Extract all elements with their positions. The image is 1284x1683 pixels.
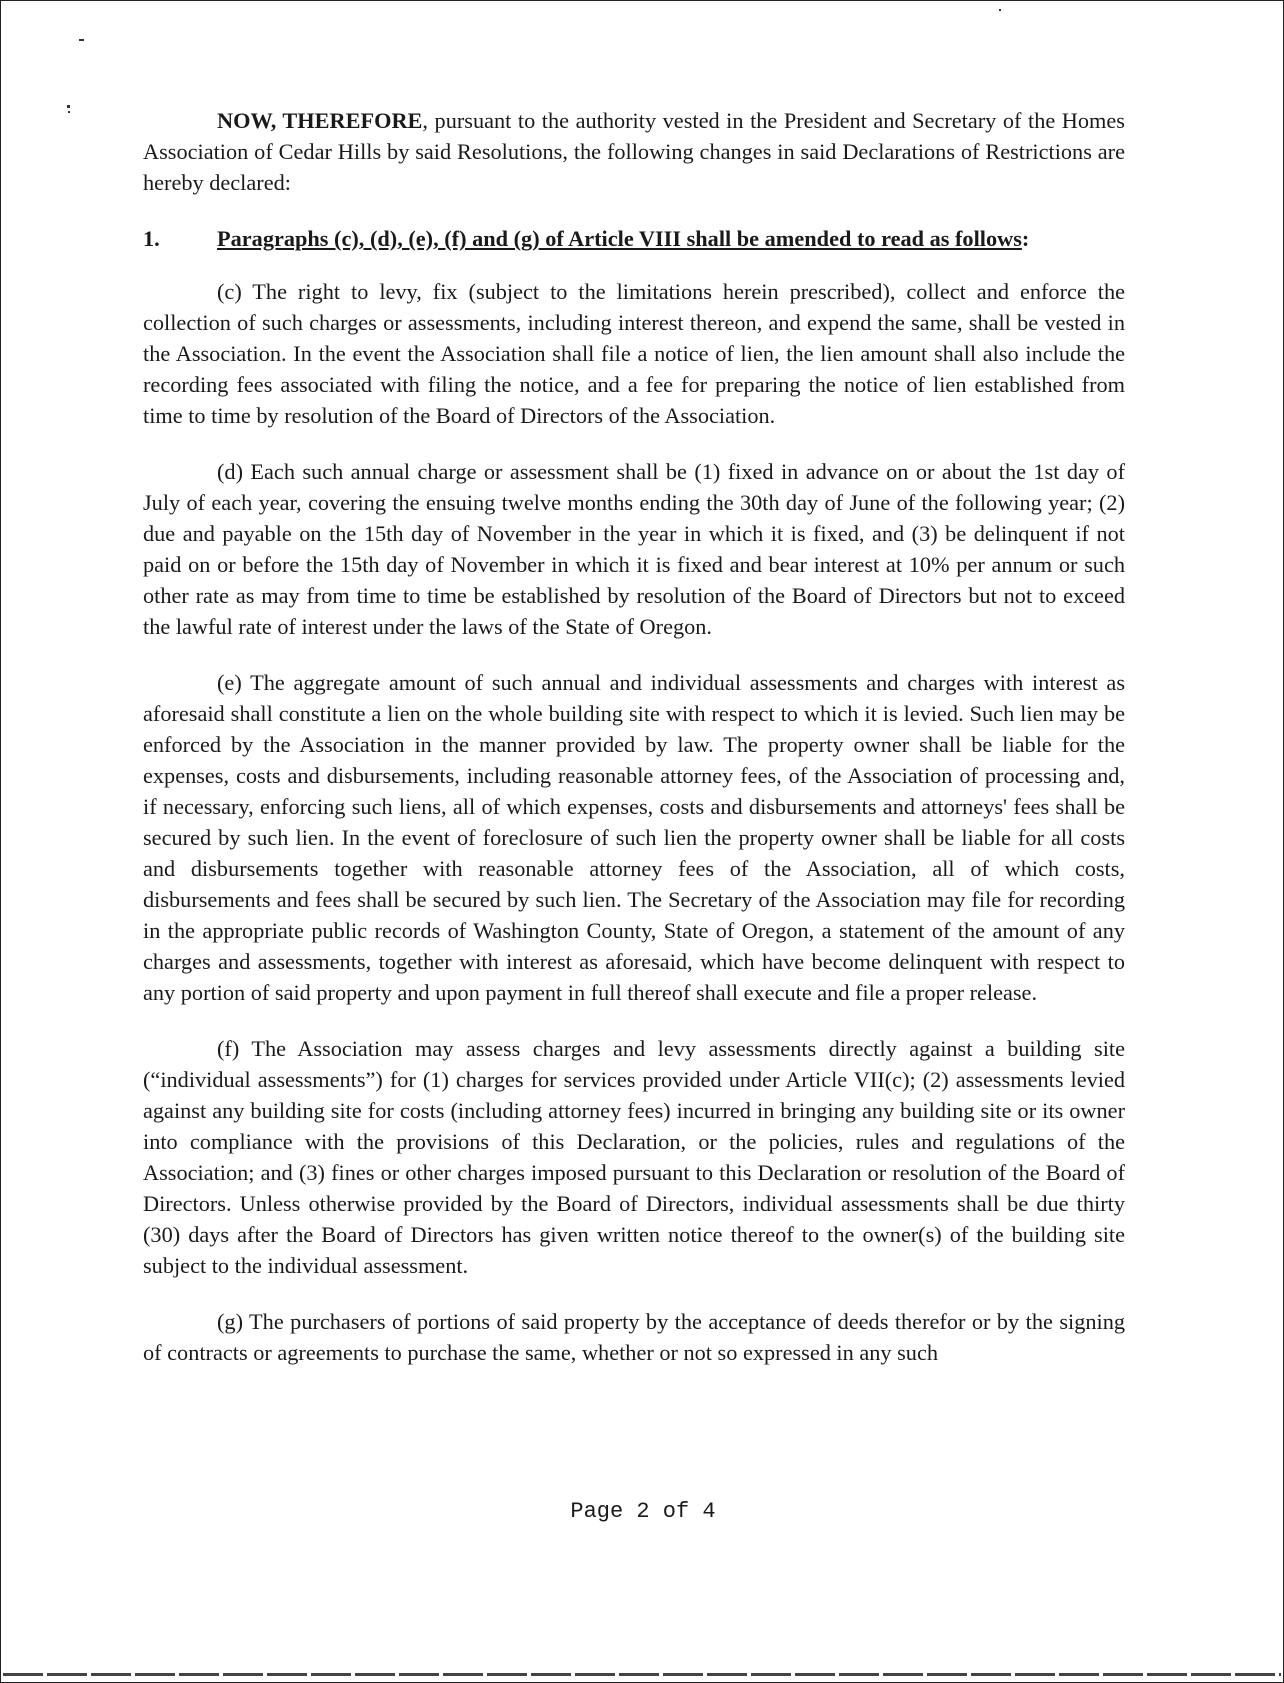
page-number: Page 2 of 4 (570, 1499, 716, 1524)
scan-speck (67, 105, 70, 108)
section-title-colon: : (1021, 226, 1030, 251)
paragraph-g: (g) The purchasers of portions of said property by the acceptance of deeds therefor or by the signing of contracts or agreements to purchase the same, whether or not so expressed in any such (143, 1309, 1125, 1365)
document-body (143, 105, 1125, 1393)
scan-speck (79, 39, 84, 41)
paragraph-c: (c) The right to levy, fix (subject to the limitations herein prescribed), collect and enforce the collection of such charges or assessments, including interest thereon, and expend the same, shall be vested in the Association. In the event the Association shall file a notice of lien, the lien amount shall also include the recording fees associated with filing the notice, and a fee for preparing the notice of lien established from time to time by resolution of the Board of Directors of the Association. (143, 279, 1125, 428)
section-number: 1. (143, 226, 160, 251)
scan-speck (999, 9, 1001, 11)
paragraph-f: (f) The Association may assess charges and levy assessments directly against a building site (“individual assessments”) for (1) charges for services provided under Article VII(c); (2) assessments levied against any building site for costs (including attorney fees) incurred in bringing any building site or its owner into compliance with the provisions of this Declaration, or the policies, rules and regulations of the Association; and (3) fines or other charges imposed pursuant to this Declaration or resolution of the Board of Directors. Unless otherwise provided by the Board of Directors, individual assessments shall be due thirty (30) days after the Board of Directors has given written notice thereof to the owner(s) of the building site subject to the individual assessment. (143, 1036, 1125, 1278)
section-title: Paragraphs (c), (d), (e), (f) and (g) of Article VIII shall be amended to read as follows (217, 226, 1022, 251)
section-heading (143, 223, 1125, 254)
intro-text: , pursuant to the authority vested in the President and Secretary of the Homes Association of Cedar Hills by said Resolutions, the following changes in said Declarations of Restrictions are hereby declared: (143, 108, 1125, 195)
paragraph-e: (e) The aggregate amount of such annual and individual assessments and charges with interest as aforesaid shall constitute a lien on the whole building site with respect to which it is levied. Such lien may be enforced by the Association in the manner provided by law. The property owner shall be liable for the expenses, costs and disbursements, including reasonable attorney fees, of the Association of processing and, if necessary, enforcing such liens, all of which expenses, costs and disbursements and attorneys' fees shall be secured by such lien. In the event of foreclosure of such lien the property owner shall be liable for all costs and disbursements together with reasonable attorney fees of the Association, all of which costs, disbursements and fees shall be secured by such lien. The Secretary of the Association may file for recording in the appropriate public records of Washington County, State of Oregon, a statement of the amount of any charges and assessments, together with interest as aforesaid, which have become delinquent with respect to any portion of said property and upon payment in full thereof shall execute and file a proper release. (143, 670, 1125, 1005)
intro-lead: NOW, THEREFORE (217, 108, 423, 133)
intro-paragraph (143, 105, 1125, 198)
scan-speck (68, 111, 70, 113)
paragraph-d: (d) Each such annual charge or assessment shall be (1) fixed in advance on or about the 1st day of July of each year, covering the ensuing twelve months ending the 30th day of June of the following year; (2) due and payable on the 15th day of November in the year in which it is fixed, and (3) be delinquent if not paid on or before the 15th day of November in which it is fixed and bear interest at 10% per annum or such other rate as may from time to time be established by resolution of the Board of Directors but not to exceed the lawful rate of interest under the laws of the State of Oregon. (143, 459, 1125, 639)
scan-edge-strip (3, 1673, 1281, 1676)
